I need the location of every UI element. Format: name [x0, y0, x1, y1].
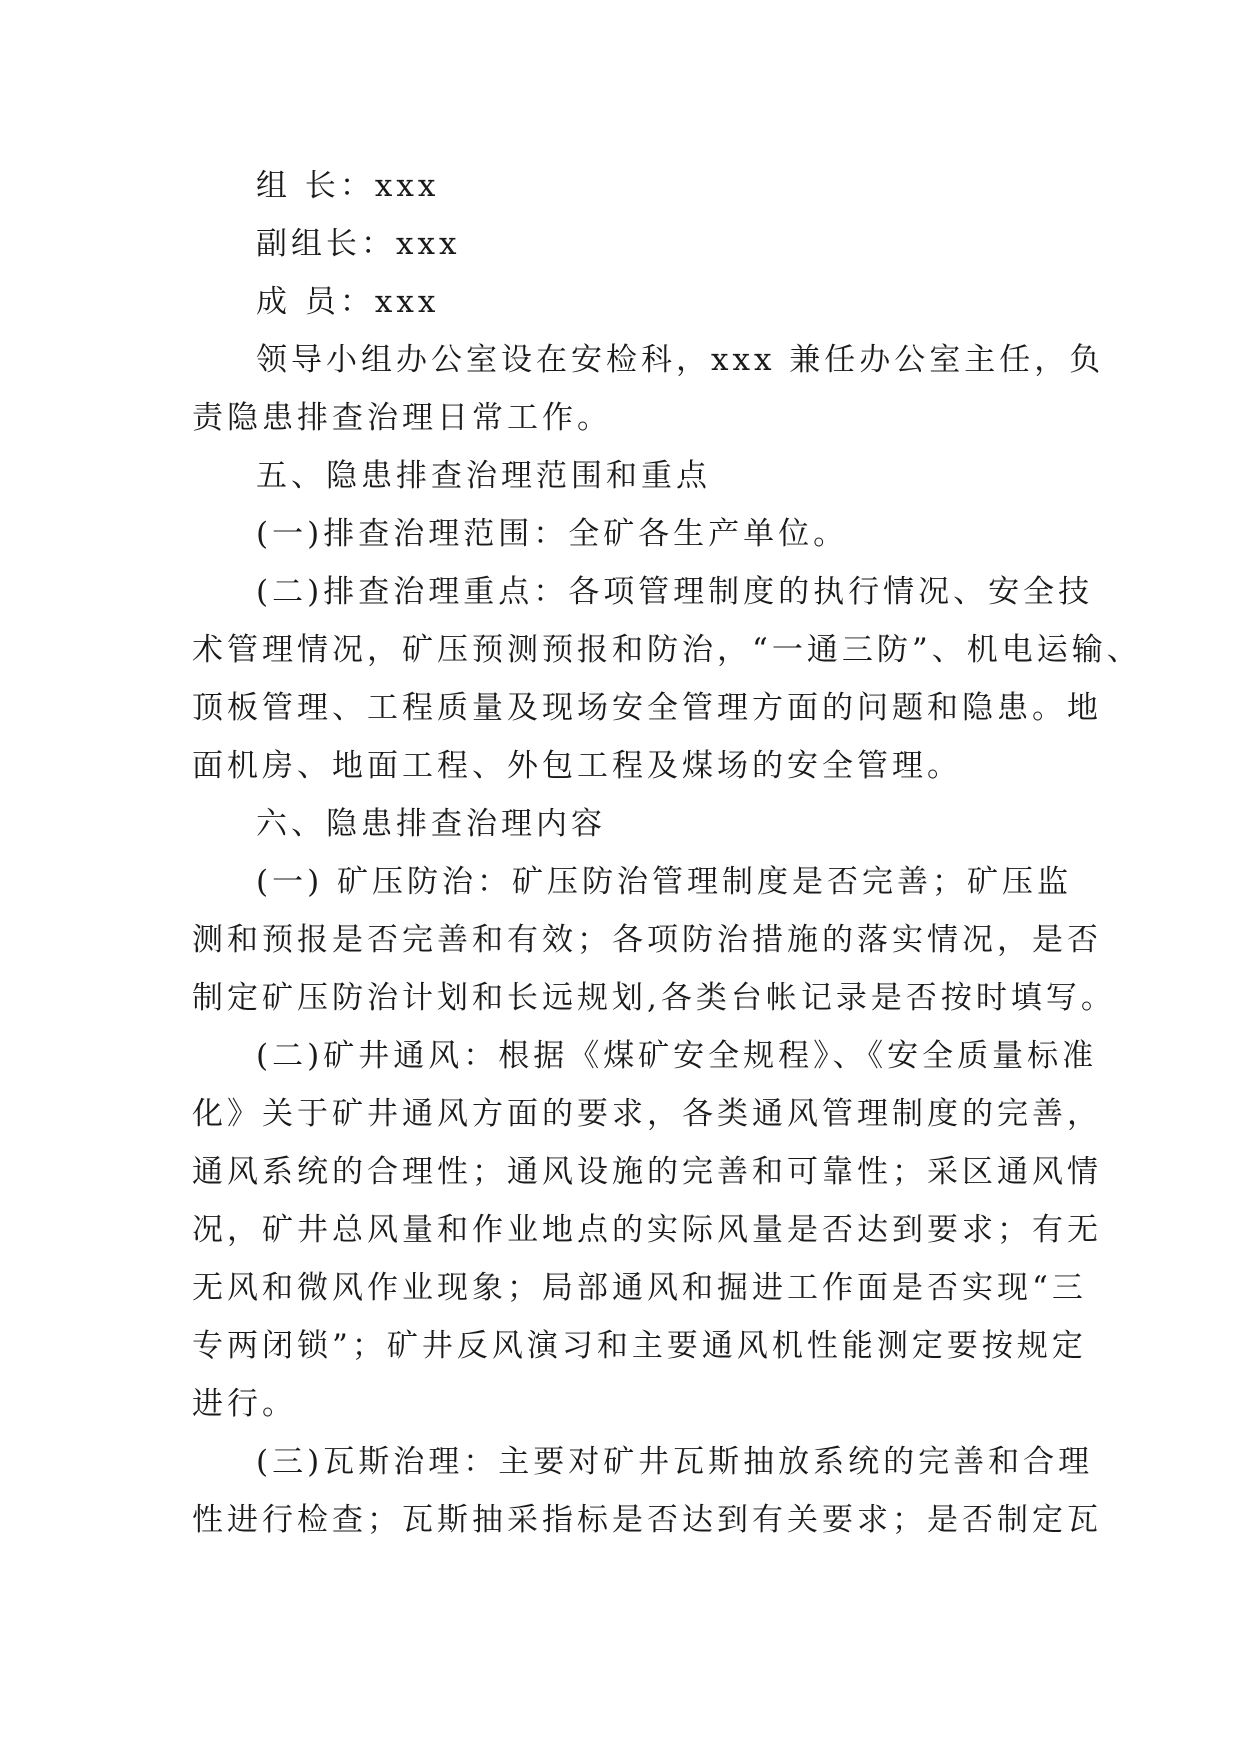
text-line: 化》关于矿井通风方面的要求，各类通风管理制度的完善， — [192, 1096, 1102, 1132]
text-line: 副组长：xxx — [256, 226, 461, 262]
text-line: 术管理情况，矿压预测预报和防治，“一通三防”、机电运输、 — [192, 632, 1142, 668]
text-line: 成 员：xxx — [256, 284, 440, 320]
text-line: (二)排查治理重点：各项管理制度的执行情况、安全技 — [256, 574, 1094, 610]
text-line: 顶板管理、工程质量及现场安全管理方面的问题和隐患。地 — [192, 690, 1102, 726]
text-line: 组 长：xxx — [256, 168, 440, 204]
text-line: (二)矿井通风：根据《煤矿安全规程》、《安全质量标准 — [256, 1038, 1098, 1074]
text-line: 无风和微风作业现象；局部通风和掘进工作面是否实现“三 — [192, 1270, 1087, 1306]
text-line: 通风系统的合理性；通风设施的完善和可靠性；采区通风情 — [192, 1154, 1102, 1190]
text-line: 况，矿井总风量和作业地点的实际风量是否达到要求；有无 — [192, 1212, 1102, 1248]
text-line: 专两闭锁”；矿井反风演习和主要通风机性能测定要按规定 — [192, 1328, 1087, 1364]
text-line: (三)瓦斯治理：主要对矿井瓦斯抽放系统的完善和合理 — [256, 1444, 1094, 1480]
section-heading: 五、隐患排查治理范围和重点 — [256, 458, 711, 494]
text-line: (一)排查治理范围：全矿各生产单位。 — [256, 516, 849, 552]
text-line: 面机房、地面工程、外包工程及煤场的安全管理。 — [192, 748, 962, 784]
text-line: (一) 矿压防治：矿压防治管理制度是否完善；矿压监 — [256, 864, 1073, 900]
document-body — [192, 157, 1142, 1549]
text-line: 性进行检查；瓦斯抽采指标是否达到有关要求；是否制定瓦 — [192, 1502, 1102, 1538]
text-line: 进行。 — [192, 1386, 297, 1422]
text-line: 制定矿压防治计划和长远规划,各类台帐记录是否按时填写。 — [192, 980, 1116, 1016]
text-line: 测和预报是否完善和有效；各项防治措施的落实情况，是否 — [192, 922, 1102, 958]
section-heading: 六、隐患排查治理内容 — [256, 806, 606, 842]
text-line: 领导小组办公室设在安检科，xxx 兼任办公室主任，负 — [256, 342, 1105, 378]
text-line: 责隐患排查治理日常工作。 — [192, 400, 612, 436]
